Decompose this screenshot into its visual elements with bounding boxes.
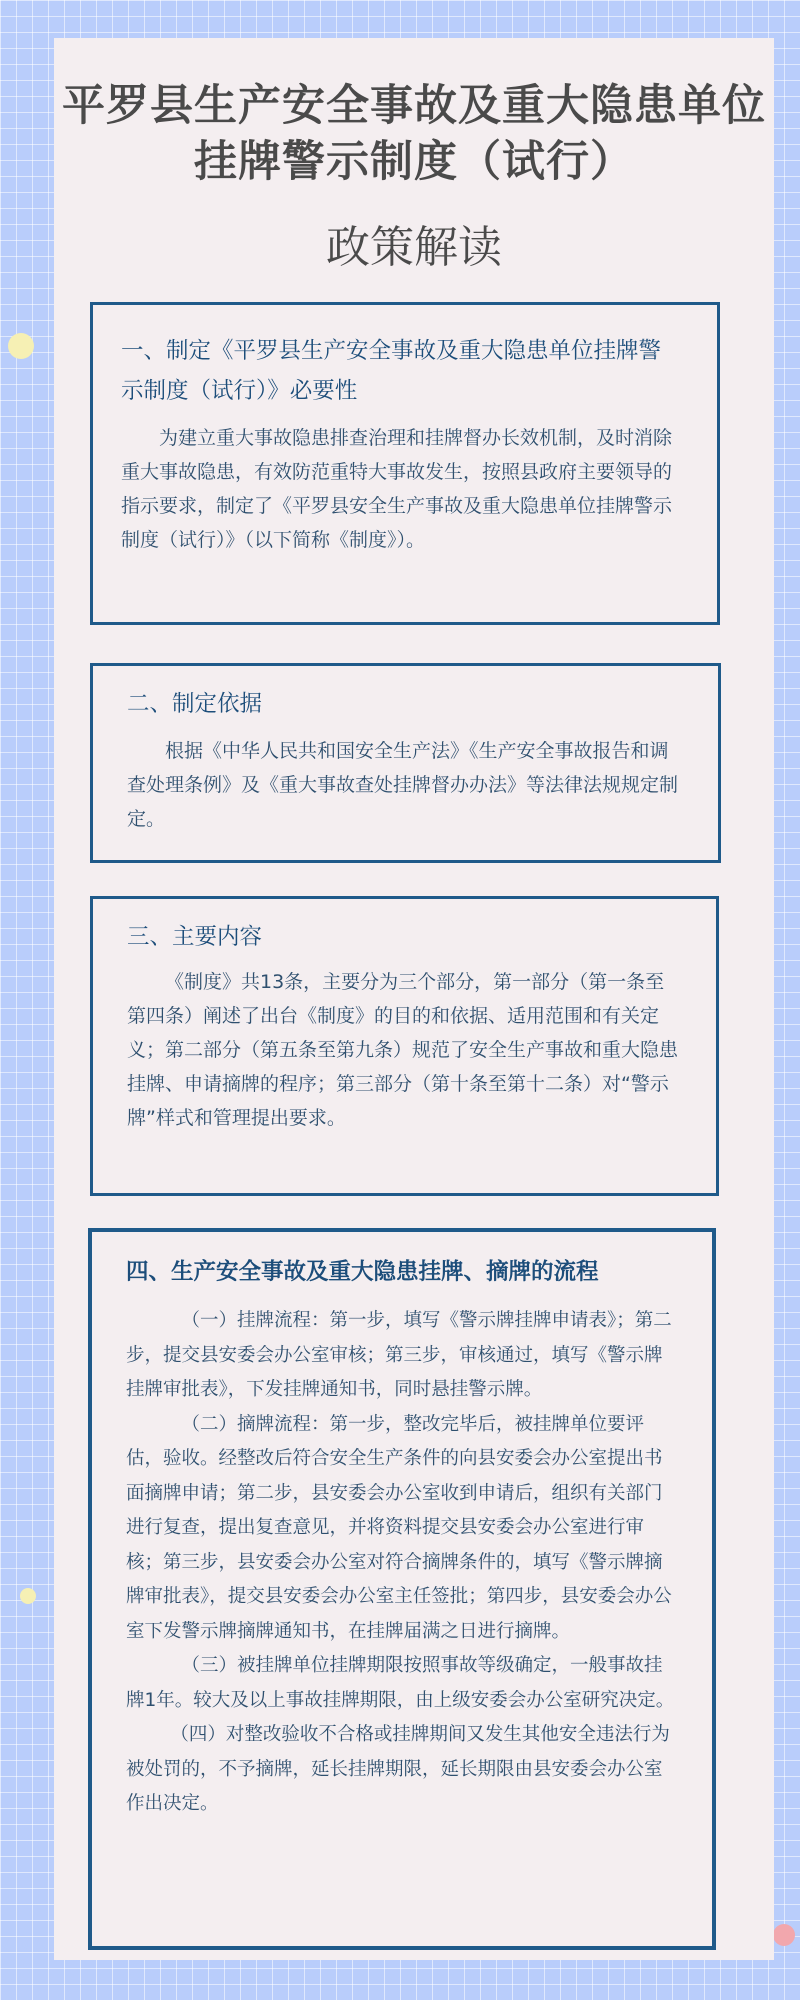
process-extension-paragraph: （四）对整改验收不合格或挂牌期间又发生其他安全违法行为被处罚的，不予摘牌，延长挂牌期限，延长期限由县安委会办公室作出决定。 <box>126 1724 670 1814</box>
section-heading: 四、生产安全事故及重大隐患挂牌、摘牌的流程 <box>126 1259 599 1285</box>
title-line-2: 挂牌警示制度（试行） <box>194 137 634 187</box>
decorative-dot <box>8 333 34 359</box>
section-heading: 二、制定依据 <box>127 691 263 717</box>
document-sheet <box>54 38 774 1960</box>
section-necessity <box>90 302 720 625</box>
title-line-1: 平罗县生产安全事故及重大隐患单位 <box>62 81 766 131</box>
section-paragraph: 《制度》共13条，主要分为三个部分，第一部分（第一条至第四条）阐述了出台《制度》的目的和依据、适用范围和有关定义；第二部分（第五条至第九条）规范了安全生产事故和重大隐患挂牌、申请摘牌的程序；第三部分（第十条至第十二条）对“警示牌”样式和管理提出要求。 <box>127 971 679 1129</box>
process-removal-paragraph: （二）摘牌流程：第一步，整改完毕后，被挂牌单位要评估，验收。经整改后符合安全生产条件的向县安委会办公室提出书面摘牌申请；第二步，县安委会办公室收到申请后，组织有关部门进行复查，提出复查意见，并将资料提交县安委会办公室进行审核；第三步，县安委会办公室对符合摘牌条件的，填写《警示牌摘牌审批表》，提交县安委会办公室主任签批；第四步，县安委会办公室下发警示牌摘牌通知书，在挂牌届满之日进行摘牌。 <box>126 1413 672 1642</box>
section-basis <box>90 663 721 863</box>
decorative-dot <box>20 1588 36 1604</box>
process-hanging-paragraph: （一）挂牌流程：第一步，填写《警示牌挂牌申请表》；第二步，提交县安委会办公室审核；第三步，审核通过，填写《警示牌挂牌审批表》，下发挂牌通知书，同时悬挂警示牌。 <box>126 1310 672 1400</box>
section-heading: 一、制定《平罗县生产安全事故及重大隐患单位挂牌警示制度（试行）》必要性 <box>121 338 662 404</box>
section-process <box>88 1228 716 1950</box>
section-main-content <box>90 896 719 1196</box>
section-heading: 三、主要内容 <box>127 924 263 950</box>
page-subtitle: 政策解读 <box>326 222 502 273</box>
section-paragraph: 为建立重大事故隐患排查治理和挂牌督办长效机制，及时消除重大事故隐患，有效防范重特大事故发生，按照县政府主要领导的指示要求，制定了《平罗县安全生产事故及重大隐患单位挂牌警示制度（试行）》（以下简称《制度》）。 <box>121 427 673 551</box>
process-period-paragraph: （三）被挂牌单位挂牌期限按照事故等级确定，一般事故挂牌1年。较大及以上事故挂牌期限，由上级安委会办公室研究决定。 <box>126 1655 675 1711</box>
decorative-dot <box>773 1924 795 1946</box>
section-paragraph: 根据《中华人民共和国安全生产法》《生产安全事故报告和调查处理条例》及《重大事故查处挂牌督办办法》等法律法规规定制定。 <box>127 740 679 830</box>
page-title <box>54 78 774 190</box>
